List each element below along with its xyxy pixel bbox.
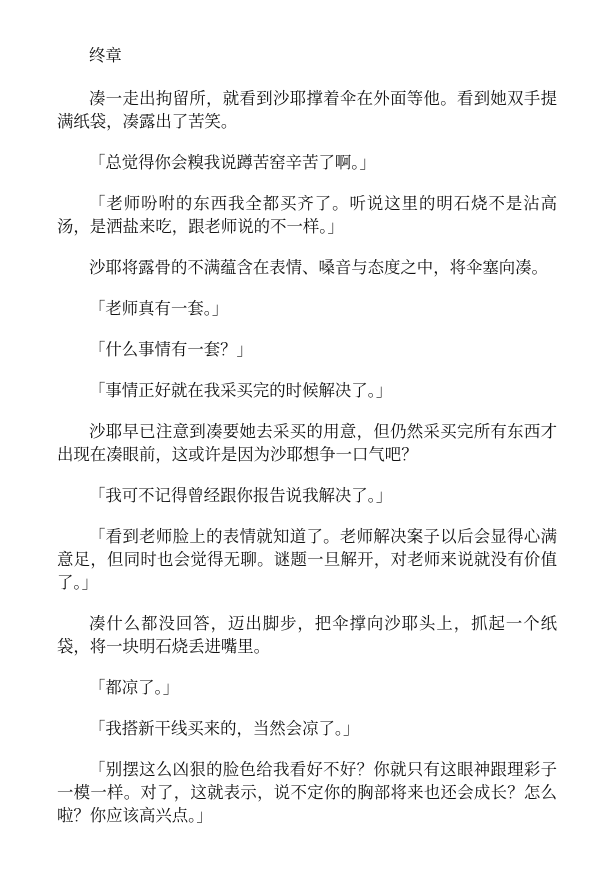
paragraph: 「事情正好就在我采买完的时候解决了。」 — [89, 381, 393, 400]
chapter-title: 终章 — [89, 46, 122, 65]
document-page — [57, 44, 557, 845]
paragraph: 「都凉了。」 — [89, 678, 180, 697]
paragraph: 沙耶将露骨的不满蕴含在表情、嗓音与态度之中，将伞塞向凑。 — [89, 258, 548, 277]
paragraph: 「老师吩咐的东西我全都买齐了。听说这里的明石烧不是沾高汤，是洒盐来吃，跟老师说的不一样。」 — [57, 194, 557, 236]
paragraph: 「看到老师脸上的表情就知道了。老师解决案子以后会显得心满意足，但同时也会觉得无聊。谜题一旦解开，对老师来说就没有价值了。」 — [57, 527, 557, 592]
paragraph: 「我搭新干线买来的，当然会凉了。」 — [89, 719, 360, 738]
paragraph: 「总觉得你会糗我说蹲苦窑辛苦了啊。」 — [89, 153, 376, 172]
paragraph: 凑一走出拘留所，就看到沙耶撑着伞在外面等他。看到她双手提满纸袋，凑露出了苦笑。 — [57, 89, 557, 131]
paragraph: 「什么事情有一套？」 — [89, 340, 253, 359]
paragraph: 「我可不记得曾经跟你报告说我解决了。」 — [89, 486, 393, 505]
paragraph: 凑什么都没回答，迈出脚步，把伞撑向沙耶头上，抓起一个纸袋，将一块明石烧丢进嘴里。 — [57, 614, 557, 656]
paragraph: 「别摆这么凶狠的脸色给我看好不好？你就只有这眼神跟理彩子一模一样。对了，这就表示，说不定你的胸部将来也还会成长？怎么啦？你应该高兴点。」 — [57, 760, 557, 825]
paragraph: 「老师真有一套。」 — [89, 299, 229, 318]
paragraph: 沙耶早已注意到凑要她去采买的用意，但仍然采买完所有东西才出现在凑眼前，这或许是因为沙耶想争一口气吧？ — [57, 422, 557, 464]
